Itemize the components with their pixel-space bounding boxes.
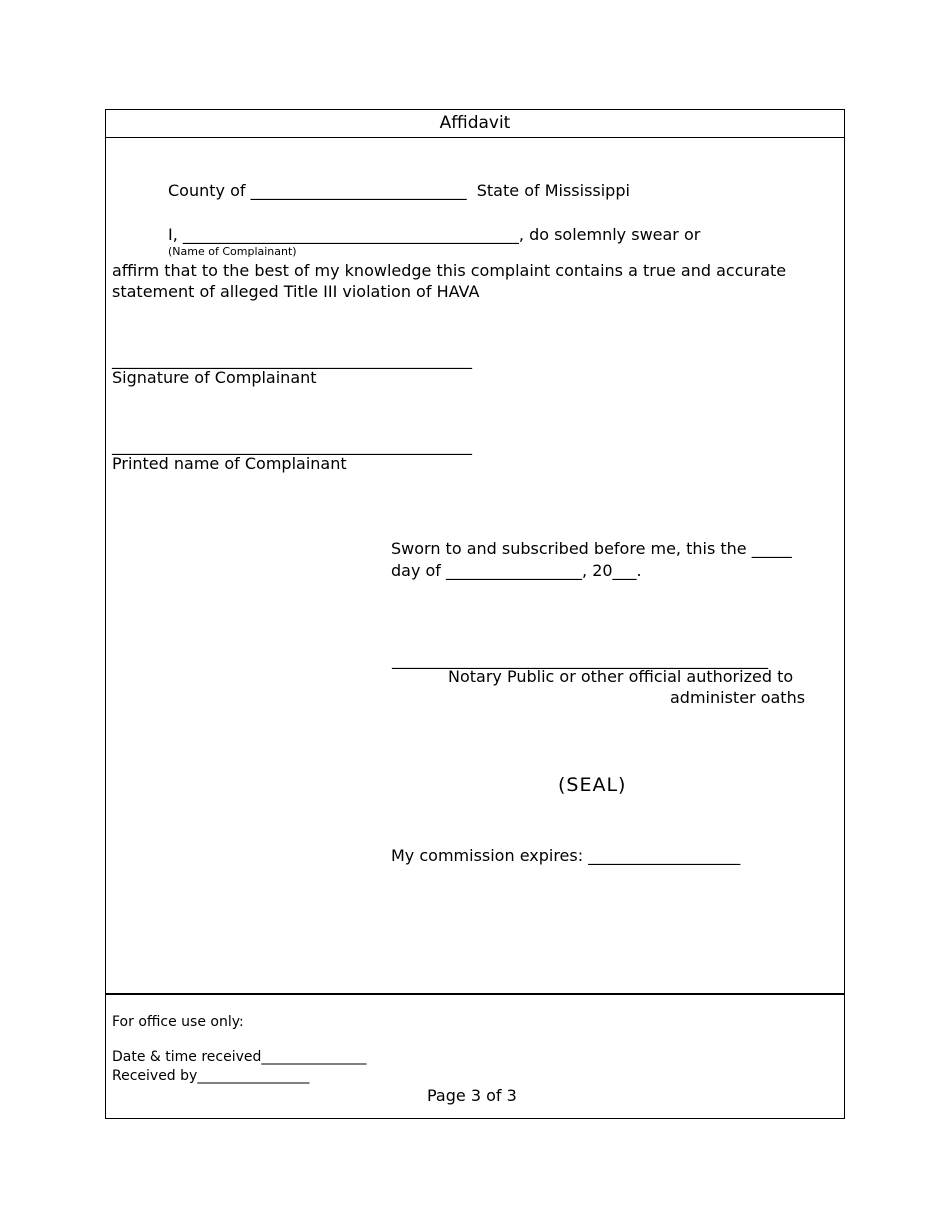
sworn-line-2: day of _________________, 20___. bbox=[391, 561, 642, 580]
notary-label-line-1: Notary Public or other official authorized to bbox=[448, 667, 794, 686]
affirm-text-line-1: affirm that to the best of my knowledge this complaint contains a true and accurate bbox=[112, 261, 787, 280]
commission-expires-line: My commission expires: ___________________ bbox=[391, 846, 741, 865]
form-title: Affidavit bbox=[106, 110, 844, 138]
affirm-text-line-2: statement of alleged Title III violation of HAVA bbox=[112, 282, 480, 301]
printed-name-label: Printed name of Complainant bbox=[112, 454, 347, 473]
received-by-line: Received by________________ bbox=[112, 1068, 310, 1084]
signature-rule: _____________________________________________ bbox=[112, 350, 472, 369]
notary-label-line-2: administer oaths bbox=[670, 688, 806, 707]
sworn-line-1: Sworn to and subscribed before me, this the _____ bbox=[391, 539, 792, 558]
seal-placeholder: (SEAL) bbox=[558, 774, 627, 796]
printed-name-rule: _____________________________________________ bbox=[112, 436, 472, 455]
county-state-line: County of ___________________________ State of Mississippi bbox=[168, 181, 630, 200]
office-use-heading: For office use only: bbox=[112, 1014, 244, 1030]
oath-line: I, __________________________________________, do solemnly swear or bbox=[168, 225, 701, 244]
signature-label: Signature of Complainant bbox=[112, 368, 317, 387]
date-time-received-line: Date & time received_______________ bbox=[112, 1049, 367, 1065]
office-use-divider bbox=[106, 993, 844, 995]
name-of-complainant-caption: (Name of Complainant) bbox=[168, 245, 297, 258]
affidavit-form bbox=[105, 109, 845, 1119]
page-number: Page 3 of 3 bbox=[427, 1086, 517, 1105]
notary-signature-rule: _______________________________________________ bbox=[392, 650, 768, 669]
